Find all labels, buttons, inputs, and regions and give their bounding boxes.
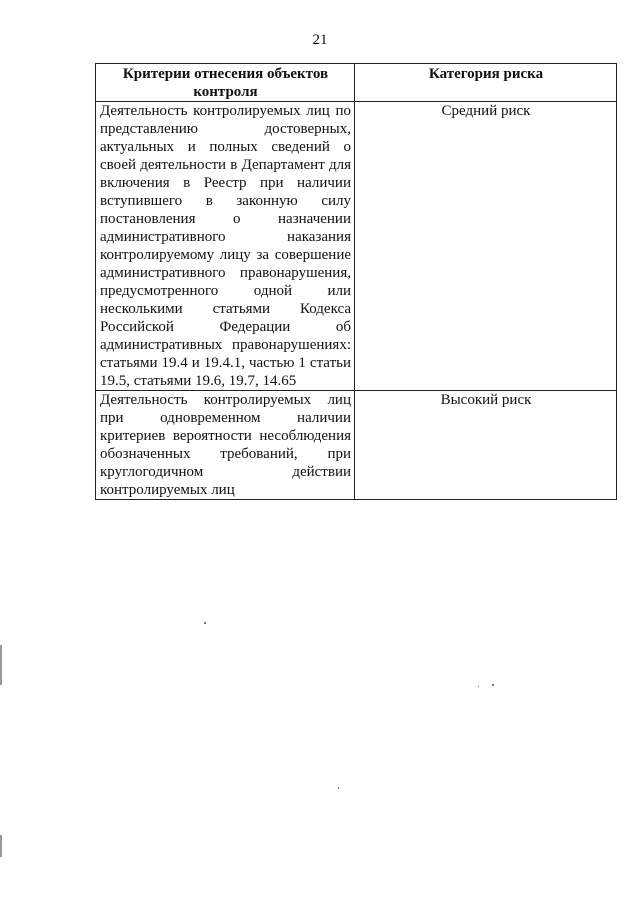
scan-speck	[492, 684, 494, 686]
risk-category-cell: Высокий риск	[355, 391, 617, 500]
table-row	[96, 391, 617, 500]
header-criteria: Критерии отнесения объектов контроля	[96, 64, 355, 102]
risk-criteria-table	[95, 63, 617, 500]
page-number: 21	[312, 32, 328, 48]
scan-speck	[478, 686, 479, 687]
table-row	[96, 102, 617, 391]
scan-edge-mark	[0, 835, 2, 857]
scan-speck	[338, 787, 339, 789]
table-header-row	[96, 64, 617, 102]
criteria-cell: Деятельность контролируемых лиц при одновременном наличии критериев вероятности несоблюдения обозначенных требований, при круглогодичном действии контролируемых лиц	[96, 391, 355, 500]
risk-category-cell: Средний риск	[355, 102, 617, 391]
scan-speck	[204, 622, 206, 624]
header-risk-category: Категория риска	[355, 64, 617, 102]
scan-edge-mark	[0, 645, 2, 685]
criteria-cell: Деятельность контролируемых лиц по представлению достоверных, актуальных и полных сведений о своей деятельности в Департамент для включения в Реестр при наличии вступившего в законную силу постановления о назначении административного наказания контролируемому лицу за совершение административного правонарушения, предусмотренного одной или несколькими статьями Кодекса Российской Федерации об административных правонарушениях: статьями 19.4 и 19.4.1, частью 1 статьи 19.5, статьями 19.6, 19.7, 14.65	[96, 102, 355, 391]
